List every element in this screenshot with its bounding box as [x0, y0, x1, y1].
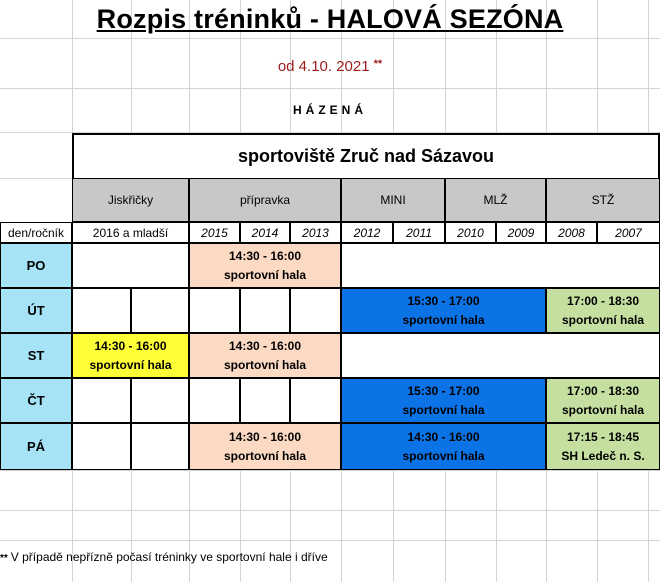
day-po: PO: [0, 243, 72, 288]
session-place: sportovní hala: [402, 402, 485, 417]
empty-cell: [72, 243, 189, 288]
empty-cell: [240, 288, 290, 333]
empty-cell: [131, 423, 189, 470]
year-2014: 2014: [240, 222, 290, 243]
page-title: Rozpis tréninků - HALOVÁ SEZÓNA: [96, 4, 564, 34]
date-footnote-marker: **: [373, 58, 383, 70]
empty-cell: [189, 378, 240, 423]
empty-cell: [341, 243, 660, 288]
session-ut-stz: [546, 288, 660, 333]
year-2008: 2008: [546, 222, 597, 243]
season-start-date: [0, 58, 660, 75]
session-ut-mini-mlz: [341, 288, 546, 333]
empty-cell: [189, 288, 240, 333]
session-pa-pripravka: [189, 423, 341, 470]
session-place: sportovní hala: [561, 312, 644, 327]
year-2010: 2010: [445, 222, 496, 243]
year-2012: 2012: [341, 222, 393, 243]
empty-cell: [72, 378, 131, 423]
date-text: od 4.10. 2021: [277, 58, 370, 75]
header-day-year-label: den/ročník: [0, 222, 72, 243]
empty-cell: [240, 378, 290, 423]
group-pripravka: přípravka: [189, 178, 341, 222]
venue-header: sportoviště Zruč nad Sázavou: [72, 133, 660, 178]
day-ct: ČT: [0, 378, 72, 423]
session-place: sportovní hala: [223, 448, 306, 463]
group-mlz: MLŽ: [445, 178, 546, 222]
day-st: ST: [0, 333, 72, 378]
session-time: 15:30 - 17:00: [407, 383, 480, 398]
year-2013: 2013: [290, 222, 341, 243]
empty-cell: [131, 378, 189, 423]
session-place: sportovní hala: [223, 357, 306, 372]
group-mini: MINI: [341, 178, 445, 222]
day-pa: PÁ: [0, 423, 72, 470]
day-ut: ÚT: [0, 288, 72, 333]
session-time: 17:15 - 18:45: [566, 429, 640, 444]
session-place: sportovní hala: [89, 357, 172, 372]
year-2009: 2009: [496, 222, 546, 243]
sport-heading: HÁZENÁ: [293, 103, 367, 117]
session-po-pripravka: [189, 243, 341, 288]
session-place: sportovní hala: [223, 267, 306, 282]
group-jiskricky: Jiskřičky: [72, 178, 189, 222]
empty-cell: [72, 423, 131, 470]
session-time: 17:00 - 18:30: [566, 383, 640, 398]
session-time: 14:30 - 16:00: [228, 429, 302, 444]
session-ct-stz: [546, 378, 660, 423]
empty-cell: [290, 378, 341, 423]
group-stz: STŽ: [546, 178, 660, 222]
session-st-pripravka: [189, 333, 341, 378]
session-time: 15:30 - 17:00: [407, 293, 480, 308]
year-2015: 2015: [189, 222, 240, 243]
session-time: 17:00 - 18:30: [566, 293, 640, 308]
session-ct-mini-mlz: [341, 378, 546, 423]
session-pa-mini-mlz: [341, 423, 546, 470]
session-time: 14:30 - 16:00: [407, 429, 480, 444]
empty-cell: [341, 333, 660, 378]
empty-cell: [72, 288, 131, 333]
empty-cell: [131, 288, 189, 333]
session-place: sportovní hala: [561, 402, 644, 417]
session-time: 14:30 - 16:00: [228, 338, 302, 353]
session-place: SH Ledeč n. S.: [561, 448, 645, 463]
year-2007: 2007: [597, 222, 660, 243]
footnote-marker: **: [0, 553, 8, 564]
session-place: sportovní hala: [402, 448, 485, 463]
session-place: sportovní hala: [402, 312, 485, 327]
footnote: [0, 550, 328, 564]
year-2011: 2011: [393, 222, 445, 243]
session-time: 14:30 - 16:00: [94, 338, 167, 353]
session-pa-stz: [546, 423, 660, 470]
session-st-jiskricky: [72, 333, 189, 378]
footnote-text: V případě nepřízně počasí tréninky ve sportovní hale i dříve: [10, 550, 328, 564]
year-2016-and-younger: 2016 a mladší: [72, 222, 189, 243]
session-time: 14:30 - 16:00: [228, 248, 302, 263]
empty-cell: [290, 288, 341, 333]
